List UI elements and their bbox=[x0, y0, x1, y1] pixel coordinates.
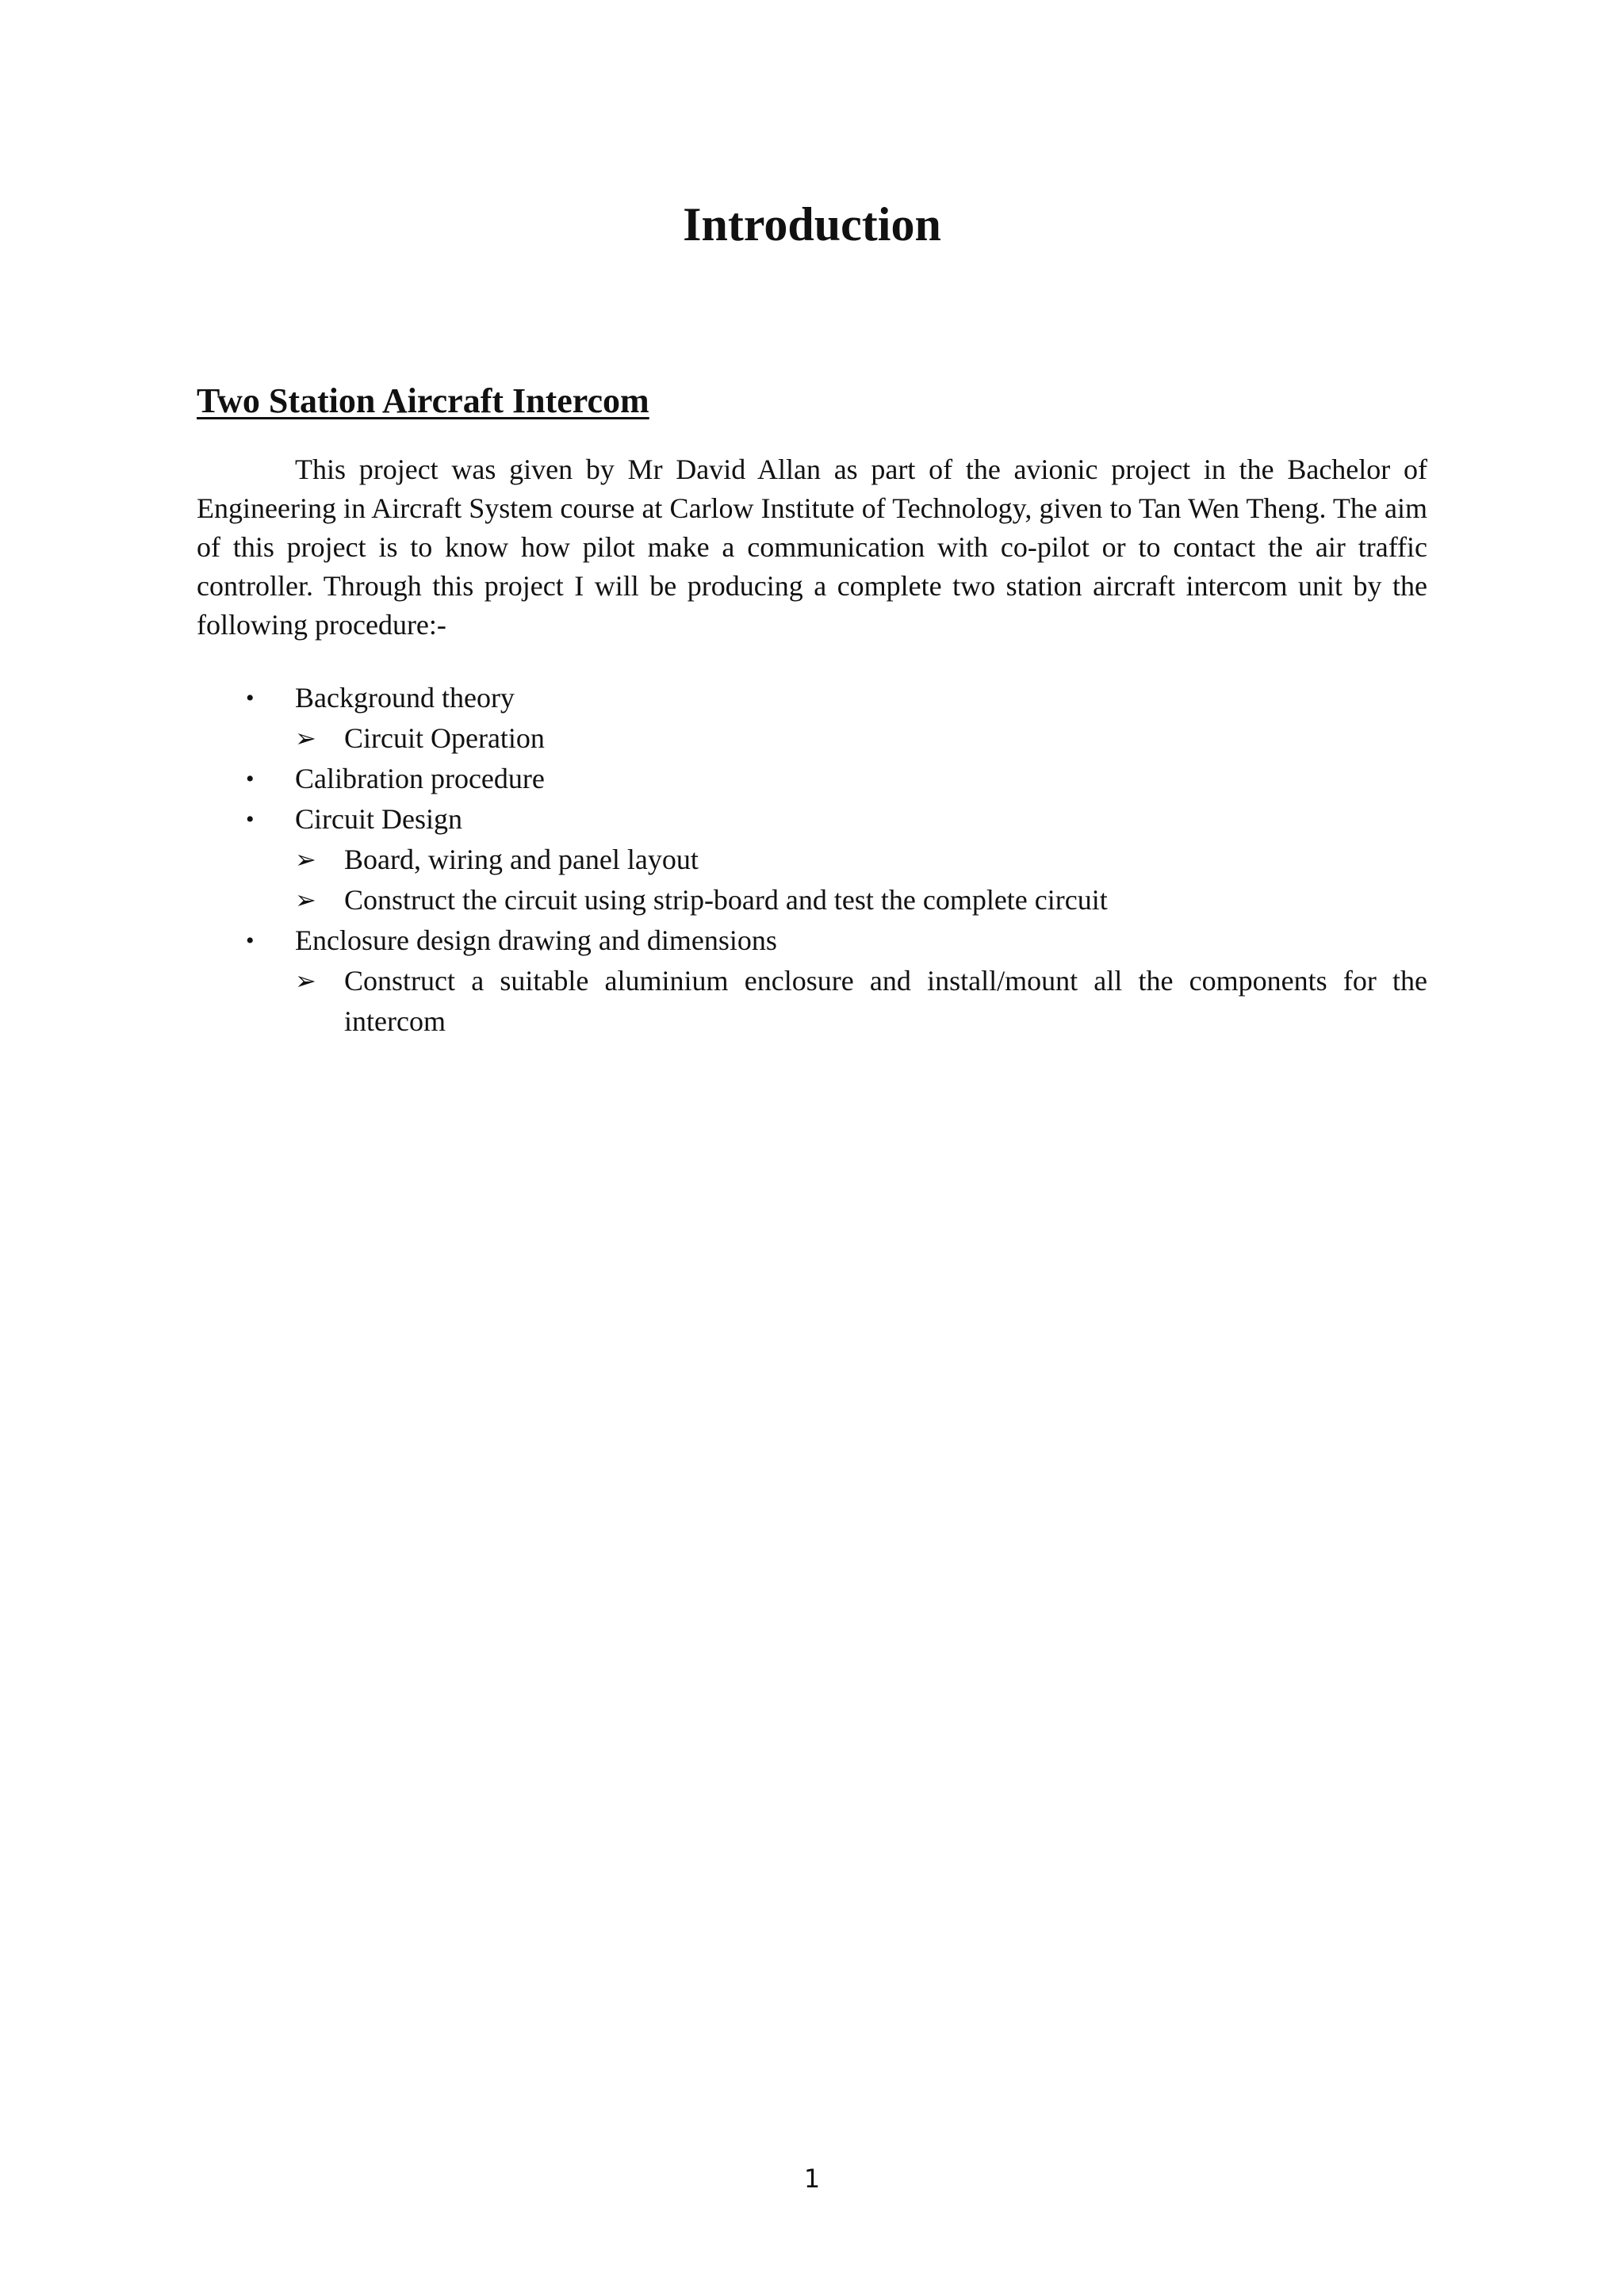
section-heading: Two Station Aircraft Intercom bbox=[197, 381, 649, 420]
bullet-icon: • bbox=[246, 766, 255, 792]
list-item bbox=[197, 920, 1427, 1042]
list-item-label: Enclosure design drawing and dimensions bbox=[295, 924, 777, 956]
sub-list-item-label: Board, wiring and panel layout bbox=[344, 844, 699, 875]
arrow-bullet-icon: ➢ bbox=[295, 966, 316, 996]
sub-list-item-label: Construct a suitable aluminium enclosure and install/mount all the components for the intercom bbox=[344, 965, 1427, 1037]
intro-paragraph: This project was given by Mr David Allan as part of the avionic project in the Bachelor of Engineering in Aircraft System course at Carlow Institute of Technology, given to Tan Wen Theng. The aim of this project is to know how pilot make a communication with co-pilot or to contact the air traffic controller. Through this project I will be producing a complete two station aircraft intercom unit by the following procedure:- bbox=[197, 453, 1427, 641]
list-item-label: Calibration procedure bbox=[295, 763, 545, 794]
sub-list-item-label: Circuit Operation bbox=[344, 722, 545, 754]
procedure-list bbox=[197, 678, 1427, 1042]
list-item-label: Circuit Design bbox=[295, 803, 462, 835]
sub-list-item bbox=[295, 840, 1427, 880]
page-number: 1 bbox=[803, 2164, 821, 2194]
page-title: Introduction bbox=[683, 198, 941, 251]
sub-list-item bbox=[295, 880, 1427, 920]
sub-list-item bbox=[295, 961, 1427, 1042]
sub-list bbox=[295, 718, 1427, 759]
arrow-bullet-icon: ➢ bbox=[295, 844, 316, 874]
list-item-label: Background theory bbox=[295, 682, 515, 714]
sub-list-item-label: Construct the circuit using strip-board and test the complete circuit bbox=[344, 884, 1108, 916]
sub-list bbox=[295, 840, 1427, 920]
list-item bbox=[197, 799, 1427, 920]
bullet-icon: • bbox=[246, 928, 255, 954]
list-item bbox=[197, 678, 1427, 759]
arrow-bullet-icon: ➢ bbox=[295, 885, 316, 915]
arrow-bullet-icon: ➢ bbox=[295, 723, 316, 753]
sub-list-item bbox=[295, 718, 1427, 759]
list-item bbox=[197, 759, 1427, 799]
sub-list bbox=[295, 961, 1427, 1042]
bullet-icon: • bbox=[246, 685, 255, 711]
bullet-icon: • bbox=[246, 806, 255, 832]
